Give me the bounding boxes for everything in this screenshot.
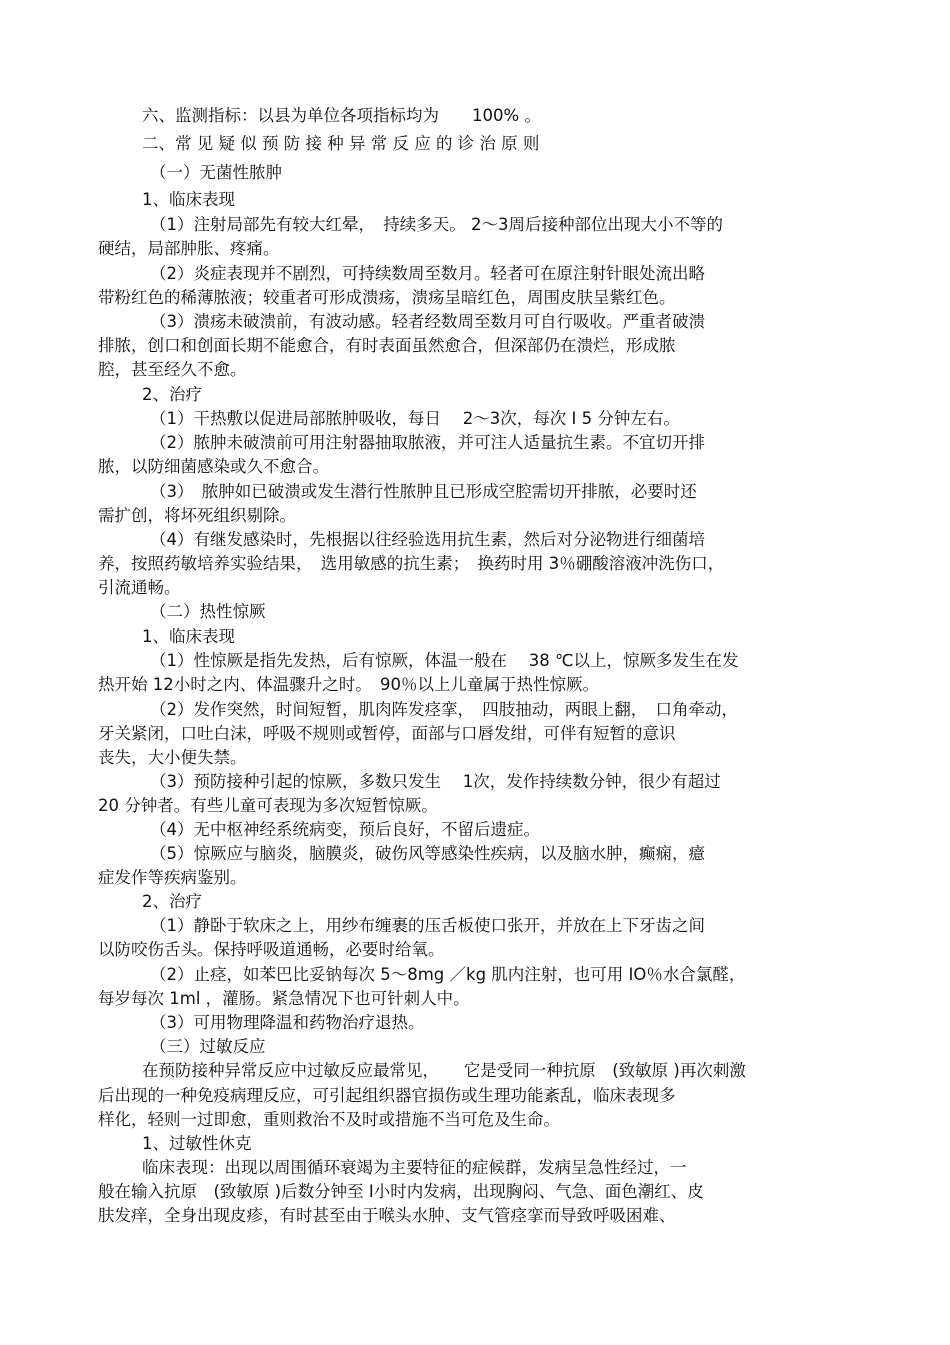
- subsection-heading: （三）过敏反应: [150, 1037, 266, 1056]
- text-line: 样化，轻则一过即愈，重则救治不及时或措施不当可危及生命。: [98, 1110, 560, 1129]
- subsection-heading: （一）无菌性脓肿: [150, 163, 282, 182]
- item-heading: 1、临床表现: [142, 190, 235, 209]
- text-line: （5）惊厥应与脑炎，脑膜炎，破伤风等感染性疾病，以及脑水肿，癫痫，癔: [150, 844, 705, 863]
- text-line: 带粉红色的稀薄脓液；较重者可形成溃疡，溃疡呈暗红色，周围皮肤呈紫红色。: [98, 288, 676, 307]
- text-line: 腔，甚至经久不愈。: [98, 360, 247, 379]
- text-line: 六、监测指标：以县为单位各项指标均为 100% 。: [142, 106, 541, 125]
- text-line: 般在输入抗原 (致敏原 )后数分钟至 I小时内发病，出现胸闷、气急、面色潮红、皮: [98, 1182, 704, 1201]
- text-line: 症发作等疾病鉴别。: [98, 868, 247, 887]
- text-line: 脓，以防细菌感染或久不愈合。: [98, 457, 329, 476]
- text-line: 养，按照药敏培养实验结果， 选用敏感的抗生素； 换药时用 3％硼酸溶液冲洗伤口，: [98, 554, 725, 573]
- text-line: 需扩创，将坏死组织剔除。: [98, 506, 296, 525]
- text-line: （2）炎症表现并不剧烈，可持续数周至数月。轻者可在原注射针眼处流出略: [150, 264, 705, 283]
- text-line: 在预防接种异常反应中过敏反应最常见， 它是受同一种抗原 (致敏原 )再次刺激: [142, 1061, 746, 1080]
- text-line: （3） 脓肿如已破溃或发生潜行性脓肿且已形成空腔需切开排脓，必要时还: [150, 482, 697, 501]
- text-line: 20 分钟者。有些儿童可表现为多次短暂惊厥。: [98, 796, 438, 815]
- text-line: 热开始 12小时之内、体温骤升之时。 90％以上儿童属于热性惊厥。: [98, 675, 599, 694]
- text-line: 牙关紧闭，口吐白沫，呼吸不规则或暂停，面部与口唇发绀，可伴有短暂的意识: [98, 724, 676, 743]
- text-line: （2）止痉，如苯巴比妥钠每次 5～8mg ／kg 肌内注射，也可用 IO％水合氯醛，: [150, 965, 746, 984]
- text-line: （1）干热敷以促进局部脓肿吸收，每日 2～3次，每次 I 5 分钟左右。: [150, 409, 680, 428]
- item-heading: 2、治疗: [142, 892, 202, 911]
- text-line: （2）脓肿未破溃前可用注射器抽取脓液，并可注人适量抗生素。不宜切开排: [150, 433, 705, 452]
- section-heading: 二、常 见 疑 似 预 防 接 种 异 常 反 应 的 诊 治 原 则: [142, 134, 540, 153]
- item-heading: 1、过敏性休克: [142, 1134, 252, 1153]
- text-line: （2）发作突然，时间短暂，肌肉阵发痉挛， 四肢抽动，两眼上翻， 口角牵动，: [150, 700, 738, 719]
- text-line: （3）可用物理降温和药物治疗退热。: [150, 1013, 425, 1032]
- subsection-heading: （二）热性惊厥: [150, 602, 266, 621]
- text-line: （4）有继发感染时，先根据以往经验选用抗生素，然后对分泌物进行细菌培: [150, 530, 705, 549]
- text-line: 引流通畅。: [98, 578, 181, 597]
- text-line: 丧失，大小便失禁。: [98, 748, 247, 767]
- text-line: （1）静卧于软床之上，用纱布缠裹的压舌板使口张开，并放在上下牙齿之间: [150, 916, 705, 935]
- item-heading: 2、治疗: [142, 385, 202, 404]
- text-line: 以防咬伤舌头。保持呼吸道通畅，必要时给氧。: [98, 940, 445, 959]
- text-line: 每岁每次 1ml ，灌肠。紧急情况下也可针刺人中。: [98, 989, 470, 1008]
- text-line: （1）性惊厥是指先发热，后有惊厥，体温一般在 38 ℃以上，惊厥多发生在发: [150, 651, 739, 670]
- text-line: 肤发痒，全身出现皮疹，有时甚至由于喉头水肿、支气管痉挛而导致呼吸困难、: [98, 1206, 676, 1225]
- text-line: （3）预防接种引起的惊厥，多数只发生 1次，发作持续数分钟，很少有超过: [150, 772, 721, 791]
- text-line: 临床表现：出现以周围循环衰竭为主要特征的症候群，发病呈急性经过，一: [142, 1158, 687, 1177]
- text-line: 硬结，局部肿胀、疼痛。: [98, 239, 280, 258]
- text-line: 排脓，创口和创面长期不能愈合，有时表面虽然愈合，但深部仍在溃烂，形成脓: [98, 336, 676, 355]
- text-line: （3）溃疡未破溃前，有波动感。轻者经数周至数月可自行吸收。严重者破溃: [150, 312, 705, 331]
- text-line: （4）无中枢神经系统病变，预后良好，不留后遗症。: [150, 820, 540, 839]
- item-heading: 1、临床表现: [142, 627, 235, 646]
- text-line: 后出现的一种免疫病理反应，可引起组织器官损伤或生理功能紊乱，临床表现多: [98, 1086, 676, 1105]
- text-line: （1）注射局部先有较大红晕， 持续多天。 2～3周后接种部位出现大小不等的: [150, 215, 723, 234]
